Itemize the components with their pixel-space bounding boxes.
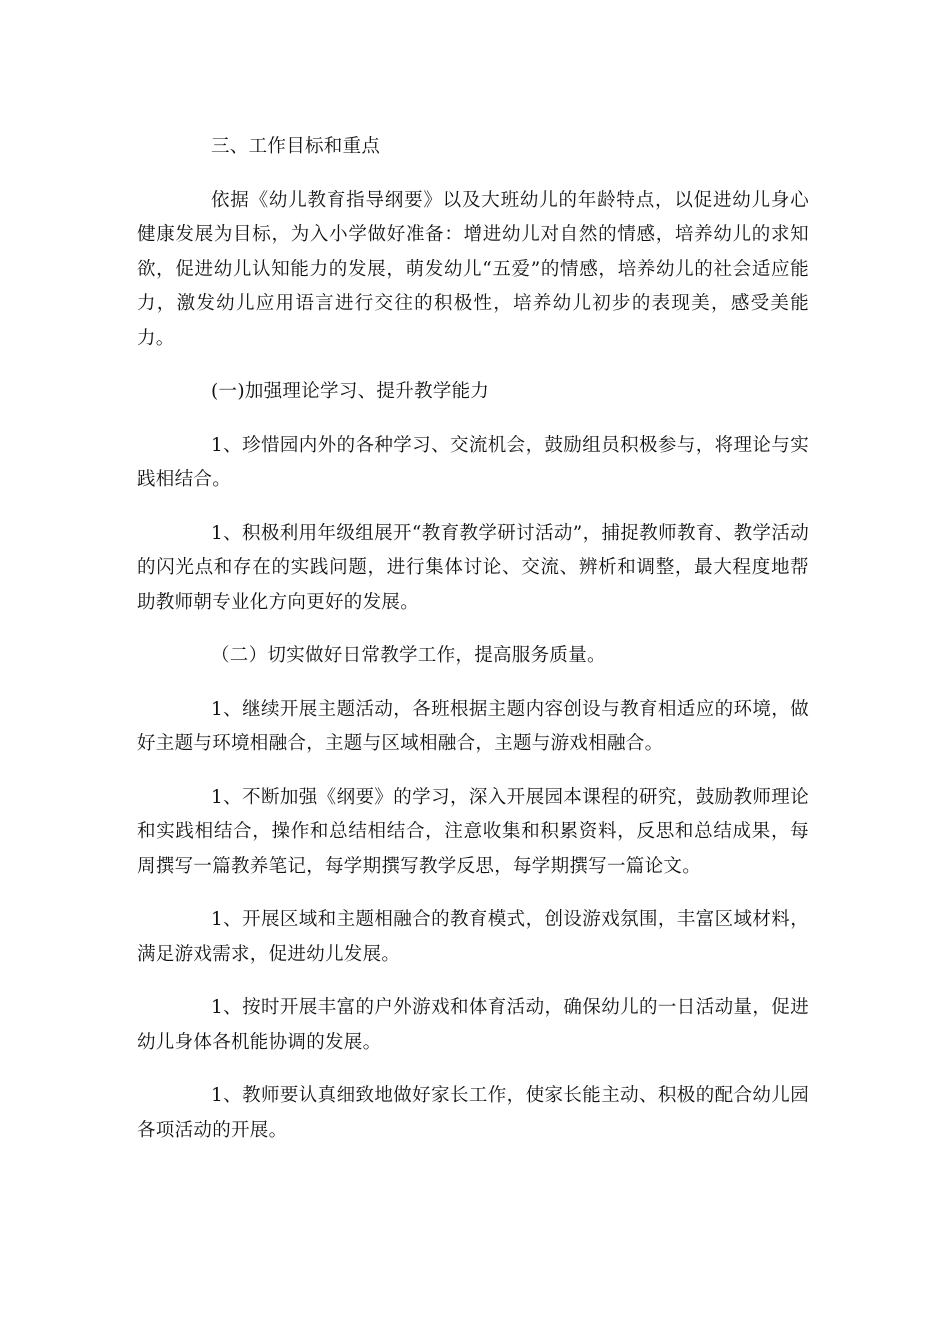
part2-title: （二）切实做好日常教学工作，提高服务质量。 xyxy=(211,645,606,666)
part1-title: (一)加强理论学习、提升教学能力 xyxy=(211,381,490,402)
part1-item-1: 1、珍惜园内外的各种学习、交流机会，鼓励组员积极参与，将理论与实践相结合。 xyxy=(137,434,809,490)
part2-item-1: 1、继续开展主题活动，各班根据主题内容创设与教育相适应的环境，做好主题与环境相融合，主题与区域相融合，主题与游戏相融合。 xyxy=(137,698,809,754)
part2-item-2: 1、不断加强《纲要》的学习，深入开展园本课程的研究，鼓励教师理论和实践相结合，操作和总结相结合，注意收集和积累资料，反思和总结成果，每周撰写一篇教养笔记，每学期撰写教学反思，每学期撰写一篇论文。 xyxy=(137,786,809,877)
section-heading: 三、工作目标和重点 xyxy=(211,136,381,157)
intro-paragraph: 依据《幼儿教育指导纲要》以及大班幼儿的年龄特点，以促进幼儿身心健康发展为目标，为入小学做好准备：增进幼儿对自然的情感，培养幼儿的求知欲，促进幼儿认知能力的发展，萌发幼儿“五爱”的情感，培养幼儿的社会适应能力，激发幼儿应用语言进行交往的积极性，培养幼儿初步的表现美，感受美能力。 xyxy=(137,189,809,349)
part2-item-4: 1、按时开展丰富的户外游戏和体育活动，确保幼儿的一日活动量，促进幼儿身体各机能协调的发展。 xyxy=(137,997,809,1053)
document-body xyxy=(137,130,809,1167)
part2-item-3: 1、开展区域和主题相融合的教育模式，创设游戏氛围，丰富区域材料，满足游戏需求，促进幼儿发展。 xyxy=(137,909,809,965)
part2-item-5: 1、教师要认真细致地做好家长工作，使家长能主动、积极的配合幼儿园各项活动的开展。 xyxy=(137,1085,809,1141)
part1-item-2: 1、积极利用年级组展开“教育教学研讨活动”，捕捉教师教育、教学活动的闪光点和存在的实践问题，进行集体讨论、交流、辨析和调整，最大程度地帮助教师朝专业化方向更好的发展。 xyxy=(137,522,809,613)
